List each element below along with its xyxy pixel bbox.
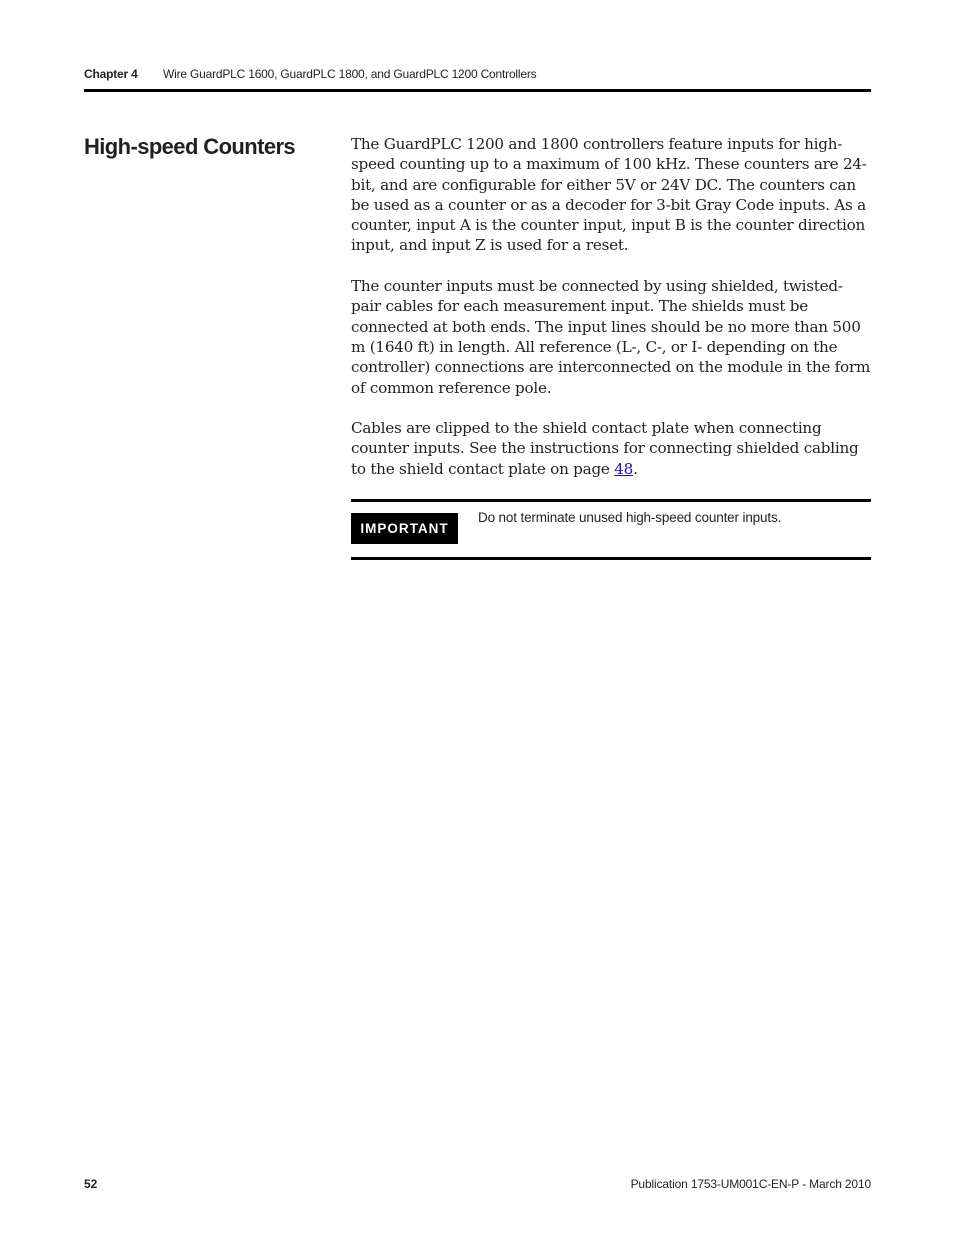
header-title: Wire GuardPLC 1600, GuardPLC 1800, and GuardPLC 1200 Controllers bbox=[163, 67, 537, 81]
header-divider bbox=[84, 89, 871, 92]
note-bottom-divider bbox=[351, 557, 871, 560]
paragraph-2: The counter inputs must be connected by using shielded, twisted-pair cables for each measurement input. The shields must be connected at both ends. The input lines should be no more than 500 m (1640 ft) in length. All reference (L-, C-, or I- depending on the controller) connections are interconnected on the module in the form of common reference pole. bbox=[351, 277, 871, 397]
section-heading: High-speed Counters bbox=[84, 134, 296, 159]
page-reference-link[interactable]: 48 bbox=[614, 459, 634, 478]
publication-info: Publication 1753-UM001C-EN-P - March 2010 bbox=[630, 1177, 871, 1191]
paragraph-3-text: Cables are clipped to the shield contact plate when connecting counter inputs. See the instructions for connecting shielded cabling to the shield contact plate on page bbox=[351, 419, 859, 478]
paragraph-3-end: . bbox=[633, 459, 638, 478]
important-note-text: Do not terminate unused high-speed counter inputs. bbox=[478, 510, 782, 525]
header-chapter: Chapter 4 bbox=[84, 67, 138, 81]
paragraph-1: The GuardPLC 1200 and 1800 controllers feature inputs for high-speed counting up to a maximum of 100 kHz. These counters are 24-bit, and are configurable for either 5V or 24V DC. The counters can be used as a counter or as a decoder for 3-bit Gray Code inputs. As a counter, input A is the counter input, input B is the counter direction input, and input Z is used for a reset. bbox=[351, 135, 867, 255]
note-top-divider bbox=[351, 499, 871, 502]
body-text bbox=[351, 134, 871, 499]
important-badge: IMPORTANT bbox=[351, 513, 458, 544]
paragraph-3 bbox=[351, 418, 871, 479]
page-number: 52 bbox=[84, 1177, 98, 1191]
